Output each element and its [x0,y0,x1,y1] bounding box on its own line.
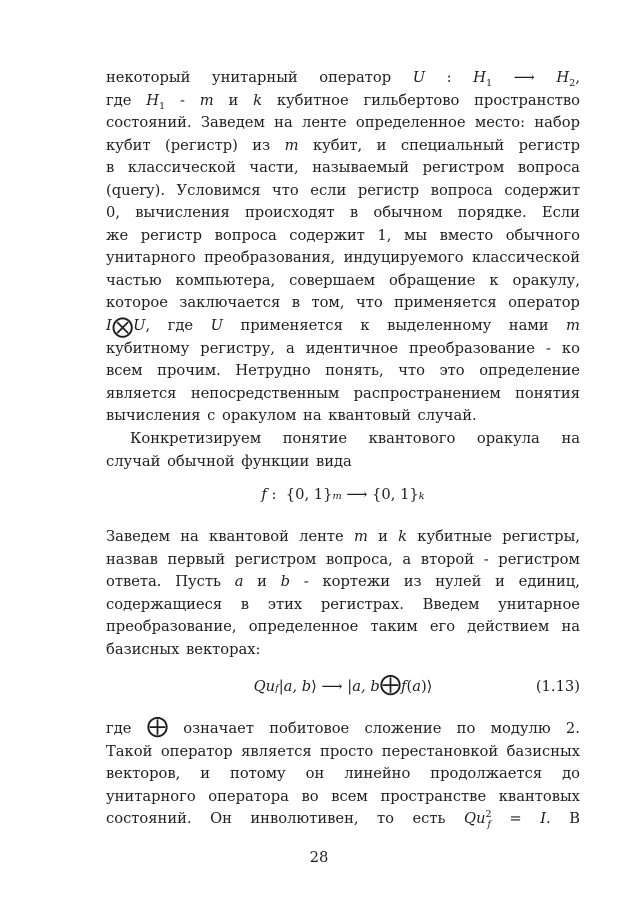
text-line: Конкретизируем понятие квантового оракула на [130,430,580,447]
text-line: Заведем на квантовой ленте m и k кубитные регистры, [106,528,580,545]
text-line: Такой оператор является просто перестановкой базисных [106,742,580,760]
text-line: базисных векторах: [106,640,261,658]
text-line: содержащиеся в этих регистрах. Введем унитарное [106,595,580,613]
text-line: где $H_1$ - m и k кубитное гильбертово пространство [106,91,580,112]
text-line: унитарного оператора во всем пространстве квантовых [106,787,580,805]
paragraph-registers [106,526,580,661]
text-line: является непосредственным распространением понятия [106,384,580,402]
text-line: векторов, и потому он линейно продолжается до [106,765,580,783]
text-line: всем прочим. Нетрудно понять, что это определение [106,362,580,380]
text-line: вычисления с оракулом на квантовый случай. [106,407,477,425]
text-line: (query). Условимся что если регистр вопроса содержит [106,181,580,199]
text-line: в классической части, называемый регистром вопроса [106,159,580,177]
text-line: ответа. Пусть a и b - кортежи из нулей и единиц, [106,573,580,591]
text-line: случай обычной функции вида [106,452,352,470]
paragraph-concretize [106,428,580,473]
text-line: назвав первый регистром вопроса, а второй - регистром [106,550,580,568]
formula-function-signature: f : {0, 1} m ⟶ {0, 1} k [261,486,425,503]
equation-number: (1.13) [535,678,580,695]
text-line: частью компьютера, совершаем обращение к оракулу, [106,271,580,289]
text-line: кубитному регистру, а идентичное преобразование - ко [106,339,580,357]
text-line: состояний. Он инволютивен, то есть $Qu^2_f$ = I. В [106,809,580,831]
text-line: I⨂U, где U применяется к выделенному нами m [106,314,580,340]
text-line: 0, вычисления происходят в обычном порядке. Если [106,204,580,222]
paragraph-involution [106,714,580,831]
text-line: кубит (регистр) из m кубит, и специальный регистр [106,136,580,154]
text-line: где ⨁ означает побитовое сложение по модулю 2. [106,714,580,739]
page-number: 28 [309,849,329,866]
text-line: состояний. Заведем на ленте определенное место: набор [106,114,580,132]
text-line: преобразование, определенное таким его действием на [106,618,580,636]
text-line: некоторый унитарный оператор U : $H_1$ ⟶ $H_2$, [106,69,580,89]
text-line: же регистр вопроса содержит 1, мы вместо обычного [106,226,580,244]
text-line: унитарного преобразования, индуцируемого классической [106,249,580,267]
text-line: которое заключается в том, что применяется оператор [106,294,580,312]
formula-oracle-action: Qu f | a, b ⟩ ⟶ | a, b ⨁ f ( a )⟩ (1.13) [253,672,580,697]
paragraph-oracle-definition [106,67,580,428]
